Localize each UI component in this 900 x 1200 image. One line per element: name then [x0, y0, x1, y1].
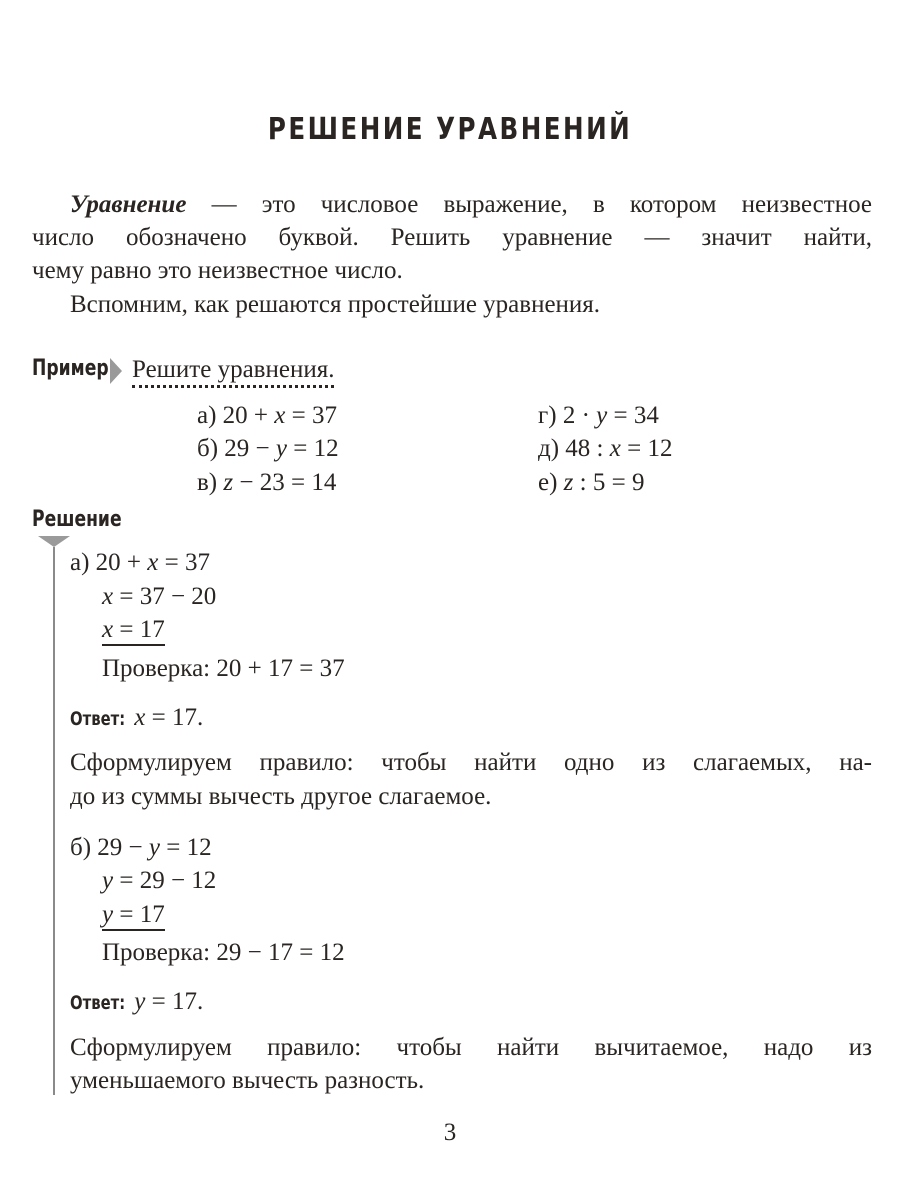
solution-b-label: б) [70, 834, 92, 861]
example-item-v [197, 466, 336, 499]
example-task [132, 353, 334, 386]
item-label: е) [538, 469, 558, 496]
eq-var: y [102, 901, 114, 928]
solution-a-eq1 [70, 546, 210, 579]
item-label: а) [197, 402, 217, 429]
answer-label: Ответ: [70, 992, 126, 1014]
item-var: y [596, 402, 608, 429]
example-marker-icon [110, 358, 122, 384]
intro-line-1 [70, 188, 872, 221]
solution-a-label: а) [70, 549, 90, 576]
eq-var: x [147, 549, 159, 576]
answer-var: y [134, 988, 146, 1015]
solution-a-eq2 [102, 580, 216, 613]
item-var: z [223, 469, 234, 496]
solution-a-rule-line-1: Сформулируем правило: чтобы найти одно из слагаемых, на- [70, 749, 872, 776]
page-title: РЕШЕНИЕ УРАВНЕНИЙ [267, 112, 633, 147]
solution-a-rule-line-2: до из суммы вычесть другое слагаемое. [70, 783, 492, 810]
solution-b-eq3 [102, 898, 165, 931]
example-item-b [197, 432, 339, 465]
item-rhs: = 37 [291, 402, 337, 429]
solution-marker-icon [38, 536, 70, 547]
eq-var: y [148, 834, 161, 861]
intro-line-2: число обозначено буквой. Решить уравнение — значит найти, [32, 224, 872, 251]
item-label: б) [197, 435, 219, 462]
eq-var: x [102, 583, 114, 610]
solution-a-answer [70, 701, 203, 736]
item-var: z [563, 469, 574, 496]
intro-line-1-text: — это числовое выражение, в котором неизвестное [186, 191, 872, 218]
intro-line-4: Вспомним, как решаются простейшие уравнения. [70, 291, 601, 318]
solution-b-rule-line-2: уменьшаемого вычесть разность. [70, 1067, 425, 1094]
item-label: г) [538, 402, 557, 429]
item-lhs: 20 + [222, 402, 269, 429]
item-rhs: = 12 [293, 435, 339, 462]
page-number: 3 [443, 1119, 457, 1146]
eq-rhs: = 17 [119, 901, 165, 928]
eq-rhs: = 37 − 20 [119, 583, 217, 610]
solution-a-check: Проверка: 20 + 17 = 37 [102, 655, 345, 682]
item-var: x [609, 435, 621, 462]
intro-line-3: чему равно это неизвестное число. [32, 257, 403, 284]
item-rhs: = 34 [613, 402, 659, 429]
example-item-g [538, 399, 659, 432]
solution-b-check: Проверка: 29 − 17 = 12 [102, 939, 345, 966]
example-task-text: Решите уравнения. [132, 356, 334, 388]
item-lhs: 2 · [562, 402, 590, 429]
solution-b-eq2 [102, 864, 216, 897]
intro-term: Уравнение [70, 191, 187, 218]
eq-rhs: = 37 [164, 549, 210, 576]
item-lhs: 29 − [224, 435, 270, 462]
example-item-a [197, 399, 337, 432]
solution-b-eq1 [70, 831, 212, 864]
eq-rhs: = 17 [119, 616, 165, 643]
example-label: Пример [32, 356, 109, 381]
item-var: y [275, 435, 288, 462]
item-rhs: : 5 = 9 [579, 469, 645, 496]
item-label: в) [197, 469, 218, 496]
item-lhs: 48 : [565, 435, 604, 462]
item-label: д) [538, 435, 560, 462]
example-item-e [538, 466, 644, 499]
solution-label: Решение [32, 507, 122, 532]
eq-rhs: = 12 [166, 834, 212, 861]
eq-lhs: 20 + [95, 549, 142, 576]
answer-var: x [134, 704, 146, 731]
solution-b-answer [70, 985, 203, 1020]
solution-b-rule-line-1: Сформулируем правило: чтобы найти вычитаемое, надо из [70, 1034, 872, 1061]
answer-value: = 17. [151, 704, 204, 731]
answer-value: = 17. [151, 988, 204, 1015]
eq-var: y [102, 867, 114, 894]
item-rhs: = 12 [627, 435, 673, 462]
item-rhs: − 23 = 14 [239, 469, 337, 496]
example-item-d [538, 432, 672, 465]
solution-a-eq3 [102, 613, 165, 646]
eq-rhs: = 29 − 12 [119, 867, 217, 894]
solution-side-bar [53, 547, 55, 1095]
eq-lhs: 29 − [97, 834, 143, 861]
eq-var: x [102, 616, 114, 643]
answer-label: Ответ: [70, 708, 126, 730]
item-var: x [274, 402, 286, 429]
